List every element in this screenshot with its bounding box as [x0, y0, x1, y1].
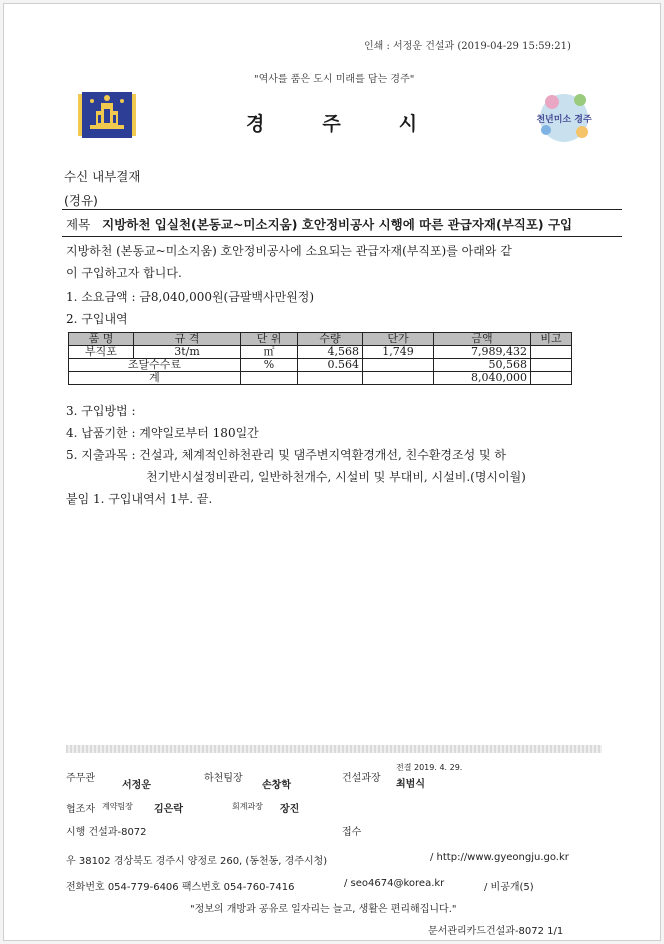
table-header: 비고 [531, 333, 572, 346]
logo-text: 천년미소 경주 [536, 115, 592, 125]
recipient: 수신 내부결재 [64, 169, 141, 184]
email[interactable]: / seo4674@korea.kr [344, 878, 445, 889]
coop1: 김은락 [154, 804, 183, 815]
total-empty [298, 372, 363, 385]
item-note-empty [531, 359, 572, 372]
table-header: 단 위 [241, 333, 298, 346]
item-amount: 50,568 [434, 359, 531, 372]
via: (경유) [64, 193, 98, 208]
total-empty [363, 372, 434, 385]
drafter-role: 주무관 [66, 773, 95, 784]
director-date: 전결 2019. 4. 29. [396, 763, 463, 772]
attachment: 붙임 1. 구입내역서 1부. 끝. [66, 492, 213, 506]
item-unit: ㎡ [241, 346, 298, 359]
item-5-line-2: 천기반시설정비관리, 일반하천개수, 시설비 및 부대비, 시설비.(명시이월) [146, 470, 526, 484]
motto: "정보의 개방과 공유로 일자리는 늘고, 생활은 편리해집니다." [190, 904, 457, 915]
team-lead: 손창학 [262, 780, 291, 791]
footer-band [66, 745, 602, 753]
table-header: 금액 [434, 333, 531, 346]
table-header: 품 명 [69, 333, 134, 346]
subject-row [66, 215, 572, 233]
total-label: 계 [69, 372, 241, 385]
item-name: 조달수수료 [69, 359, 241, 372]
item-qty: 0.564 [298, 359, 363, 372]
table-header: 규 격 [134, 333, 241, 346]
table-row [69, 346, 572, 359]
table-header: 수량 [298, 333, 363, 346]
body-line-2: 이 구입하고자 합니다. [66, 266, 182, 280]
table-row [69, 359, 572, 372]
table-header-row [69, 333, 572, 346]
body-line-1: 지방하천 (본동교~미소지움) 호안정비공사에 소요되는 관급자재(부직포)를 아래와 같 [66, 244, 512, 258]
director-role: 건설과장 [342, 773, 381, 784]
table-total-row [69, 372, 572, 385]
subject-rule-top [62, 209, 622, 210]
coop2: 장진 [280, 804, 300, 815]
phone: 전화번호 054-779-6406 팩스번호 054-760-7416 [66, 882, 295, 893]
document-page [3, 3, 661, 941]
total-empty [531, 372, 572, 385]
receive: 접수 [342, 827, 362, 838]
team-role: 하천팀장 [204, 773, 243, 784]
subject-rule-bottom [62, 236, 622, 237]
director: 최범식 [396, 779, 425, 790]
coop2-role: 회계과장 [232, 802, 263, 811]
card-number: 문서관리카드건설과-8072 1/1 [428, 926, 564, 937]
subject: 지방하천 입실천(본동교~미소지움) 호안정비공사 시행에 따른 관급자재(부직포) 구입 [102, 217, 573, 232]
total-empty [241, 372, 298, 385]
item-price-empty [363, 359, 434, 372]
purchase-table [68, 332, 572, 385]
item-note [531, 346, 572, 359]
item-2: 2. 구입내역 [66, 312, 128, 326]
item-4: 4. 납품기한 : 계약일로부터 180일간 [66, 426, 259, 440]
city-emblem-icon [78, 89, 136, 141]
table-header: 단가 [363, 333, 434, 346]
enforce: 시행 건설과-8072 [66, 827, 147, 838]
city-brand-logo [534, 88, 594, 146]
drafter: 서정운 [122, 780, 151, 791]
subject-label: 제목 [66, 217, 91, 232]
item-unit: % [241, 359, 298, 372]
item-1: 1. 소요금액 : 금8,040,000원(금팔백사만원정) [66, 290, 315, 304]
homepage[interactable]: / http://www.gyeongju.go.kr [430, 852, 569, 863]
total-amount: 8,040,000 [434, 372, 531, 385]
item-5-line-1: 5. 지출과목 : 건설과, 체계적인하천관리 및 댐주변지역환경개선, 친수환경조성 및 하 [66, 448, 506, 462]
slogan: "역사를 품은 도시 미래를 담는 경주" [254, 74, 415, 85]
item-amount: 7,989,432 [434, 346, 531, 359]
org-name: 경주시 [246, 113, 476, 135]
print-header: 인쇄 : 서정운 건설과 (2019-04-29 15:59:21) [364, 41, 571, 52]
item-name: 부직포 [69, 346, 134, 359]
item-qty: 4,568 [298, 346, 363, 359]
item-spec: 3t/m [134, 346, 241, 359]
disclosure: / 비공개(5) [484, 882, 534, 893]
address: 우 38102 경상북도 경주시 양정로 260, (동천동, 경주시청) [66, 856, 328, 867]
coop1-role: 계약팀장 [102, 802, 133, 811]
item-3: 3. 구입방법 : [66, 404, 136, 418]
coop-role: 협조자 [66, 804, 95, 815]
item-price: 1,749 [363, 346, 434, 359]
